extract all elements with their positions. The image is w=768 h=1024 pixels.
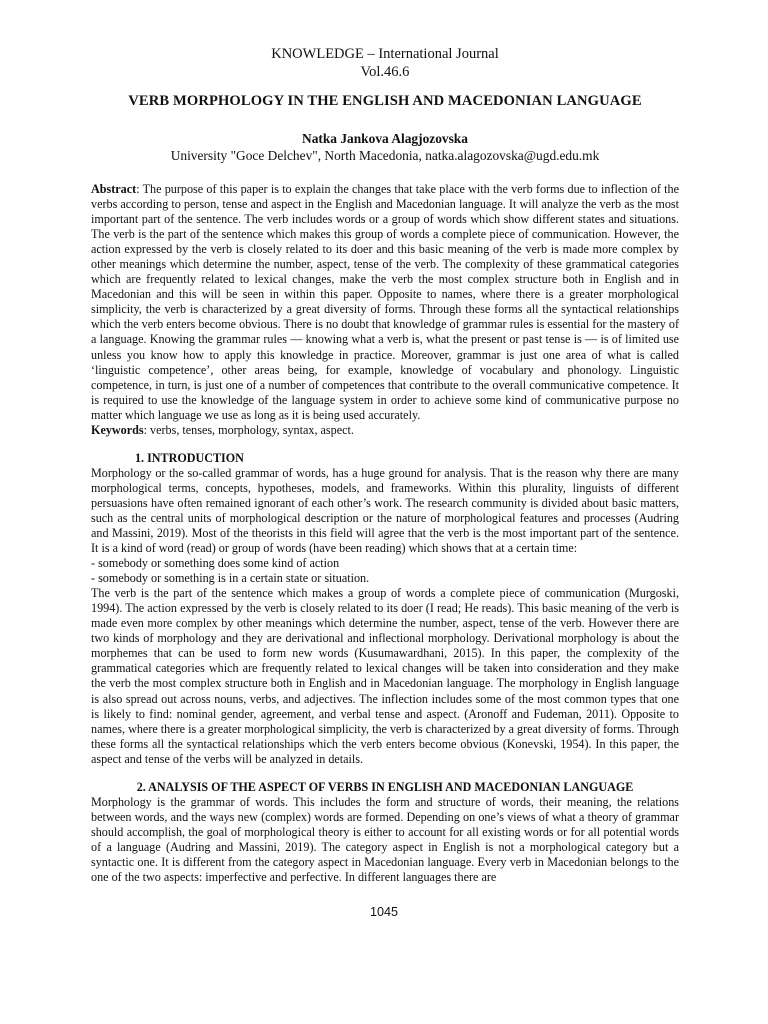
journal-volume: Vol.46.6 bbox=[360, 64, 410, 80]
keywords-text: : verbs, tenses, morphology, syntax, aspect. bbox=[143, 422, 354, 437]
intro-paragraph-1: Morphology or the so-called grammar of words, has a huge ground for analysis. That is the reason why there are many morphological terms, concepts, hypotheses, models, and frameworks. Within this plurality, linguists of different persuasions have often remained ignorant of each other’s work. The research community is divided about basic matters, such as the central units of morphological description or the nature of morphological features and processes (Audring and Massini, 2019). Most of the theorists in this field will agree that the verb is the most important part of the sentence. It is a kind of word (read) or group of words (have been reading) which shows that at a certain time: bbox=[91, 465, 679, 556]
section-heading-analysis: 2. ANALYSIS OF THE ASPECT OF VERBS IN ENGLISH AND MACEDONIAN LANGUAGE bbox=[136, 779, 634, 794]
paper-title: VERB MORPHOLOGY IN THE ENGLISH AND MACEDONIAN LANGUAGE bbox=[128, 93, 642, 109]
section-heading-introduction: 1. INTRODUCTION bbox=[135, 450, 244, 465]
keywords bbox=[91, 423, 679, 438]
abstract-text: : The purpose of this paper is to explain the changes that take place with the verb forms due to inflection of the verbs according to person, tense and aspect in the English and Macedonian language. It will analyze the verb as the most important part of the sentence. The verb includes words or a group of words which show different states and situations. The verb is the part of the sentence which makes this group of words a complete piece of communication. However, the action expressed by the verb is closely related to its doer and this basic meaning of the verb is made more complex by other meanings which determine the number, aspect, tense of the verb. The complexity of these grammatical categories which are frequently related to lexical changes, make the verb the most complex structure both in English and in Macedonian and this will be seen in within this paper. Opposite to names, where there is a greater morphological simplicity, the verb is characterized by a great diversity of forms. Through these forms all the syntactical relationships which the verb enters become obvious. There is no doubt that knowledge of grammar rules is essential for the mastery of a language. Knowing the grammar rules — knowing what a verb is, what the present or past tense is — is of limited use unless you know how to apply this knowledge in practice. Moreover, grammar is just one area of what is called ‘linguistic competence’, other areas being, for example, knowledge of vocabulary and phonology. Linguistic competence, in turn, is just one of a number of competences that contribute to the overall communicative competence. It is required to use the knowledge of the language system in order to achieve some kind of communicative purpose no matter which language we use as long as it is being used accurately. bbox=[91, 182, 679, 422]
analysis-paragraph-1: Morphology is the grammar of words. This includes the form and structure of words, their meaning, the relations between words, and the ways new (complex) words are formed. Depending on one’s views of what a theory of grammar should accomplish, the goal of morphological theory is either to account for all existing words or for all potential words of a language (Audring and Massini, 2019). The category aspect in English is not a morphological category but a syntactic one. It is different from the category aspect in Macedonian language. Every verb in Macedonian belongs to the one of the two aspects: imperfective and perfective. In different languages there are bbox=[91, 794, 679, 884]
intro-bullet-1: - somebody or something does some kind of action bbox=[91, 556, 340, 571]
author-affiliation: University "Goce Delchev", North Macedonia, natka.alagozovska@ugd.edu.mk bbox=[170, 148, 600, 163]
paper-page bbox=[91, 0, 679, 885]
keywords-label: Keywords bbox=[91, 422, 144, 437]
intro-bullet-2: - somebody or something is in a certain state or situation. bbox=[91, 571, 370, 586]
abstract-label: Abstract bbox=[91, 182, 137, 196]
intro-paragraph-2: The verb is the part of the sentence which makes a group of words a complete piece of communication (Murgoski, 1994). The action expressed by the verb is closely related to its doer (I read; He reads). This basic meaning of the verb is made even more complex by other meanings which determine the number, aspect, tense of the verb. However there are two kinds of morphology and they are derivational and inflectional morphology. Derivational morphology is about the morphemes that can be used to form new words (Kusumawardhani, 2015). In this paper, the complexity of the grammatical categories which are frequently related to lexical changes will be taken into consideration and they make the verb the most complex structure both in English and in Macedonian language. The morphology in English language is also spread out across nouns, verbs, and adjectives. The inflection includes some of the most common types that one is likely to find: nominal gender, agreement, and verbal tense and aspect. (Aronoff and Fudeman, 2011). Opposite to names, where there is a greater morphological simplicity, the verb is characterized by a great diversity of forms. Through these forms all the syntactical relationships which the verb enters become obvious (Konevski, 1954). In this paper, the aspect and tense of the verbs will be analyzed in details. bbox=[91, 586, 679, 766]
page-number: 1045 bbox=[369, 905, 399, 919]
journal-name: KNOWLEDGE – International Journal bbox=[271, 46, 499, 62]
author-name: Natka Jankova Alagjozovska bbox=[302, 131, 468, 146]
abstract bbox=[91, 182, 679, 423]
